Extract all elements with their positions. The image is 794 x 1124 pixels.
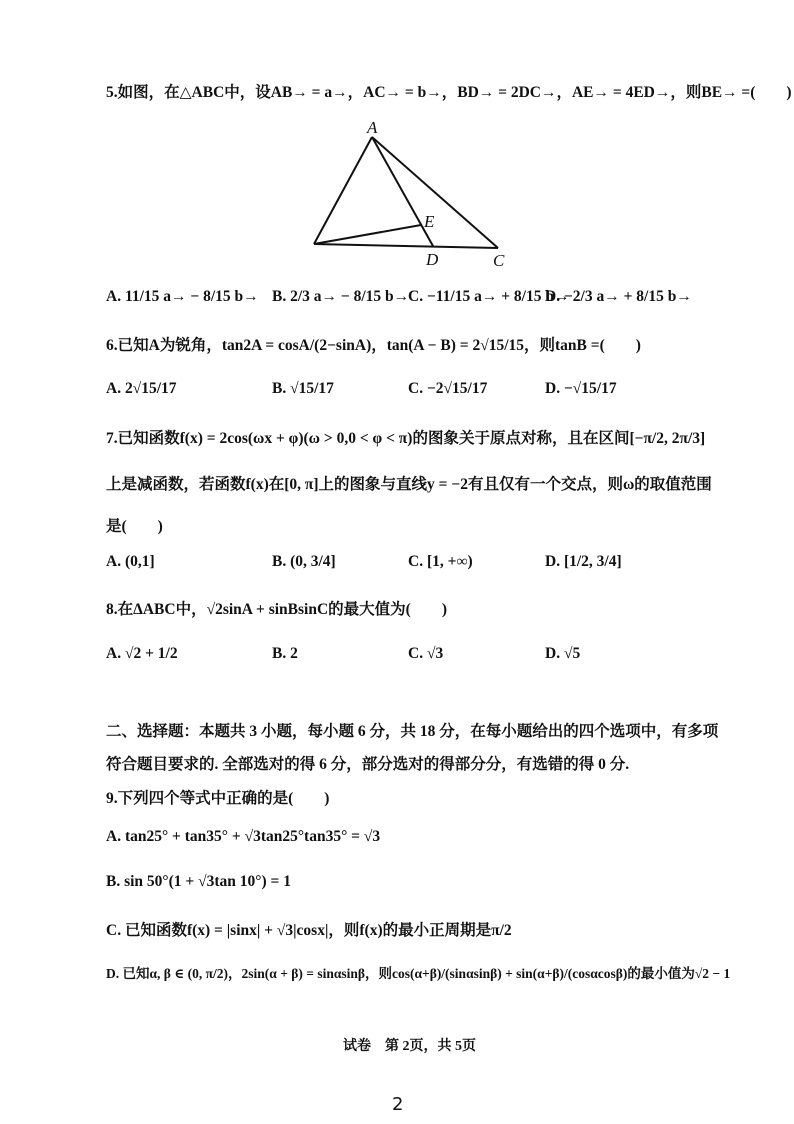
q7-line-3: 是( ) — [106, 518, 163, 535]
q9-option-a: A. tan25° + tan35° + √3tan25°tan35° = √3 — [106, 828, 381, 845]
q9-option-d: D. 已知α, β ∈ (0, π/2)，2sin(α + β) = sinαsinβ，则cos(α+β)/(sinαsinβ) + sin(α+β)/(cosαcosβ)的最小值为√2 − 1 — [106, 966, 731, 981]
q8-option-b: B. 2 — [272, 645, 298, 662]
label-c: C — [493, 251, 505, 270]
q7-option-a: A. (0,1] — [106, 553, 155, 570]
label-d: D — [426, 250, 439, 269]
q7-option-d: D. [1/2, 3/4] — [545, 553, 622, 570]
label-a: A — [367, 118, 378, 137]
triangle-figure — [300, 115, 530, 275]
q9-option-c: C. 已知函数f(x) = |sinx| + √3|cosx|，则f(x)的最小正周期是π/2 — [106, 922, 512, 939]
section-2-heading: 二、选择题：本题共 3 小题，每小题 6 分，共 18 分，在每小题给出的四个选项中，有多项 — [106, 723, 719, 740]
section-2-instructions: 符合题目要求的. 全部选对的得 6 分，部分选对的得部分分，有选错的得 0 分. — [106, 756, 630, 773]
q6-option-d: D. −√15/17 — [545, 380, 617, 397]
q5-option-d: D. −2/3 a→ + 8/15 b→ — [545, 288, 692, 305]
side-ab — [314, 137, 372, 244]
q8-option-c: C. √3 — [408, 645, 444, 662]
page-footer: 试卷 第 2页，共 5页 — [343, 1039, 476, 1054]
q8-option-d: D. √5 — [545, 645, 581, 662]
label-e: E — [424, 212, 435, 231]
q7-line-1: 7.已知函数f(x) = 2cos(ωx + φ)(ω > 0,0 < φ < π)的图象关于原点对称，且在区间[−π/2, 2π/3] — [106, 430, 706, 447]
q8-stem: 8.在ΔABC中，√2sinA + sinBsinC的最大值为( ) — [106, 601, 447, 618]
q7-option-b: B. (0, 3/4] — [272, 553, 336, 570]
q5-option-a: A. 11/15 a→ − 8/15 b→ — [106, 288, 259, 305]
q6-option-b: B. √15/17 — [272, 380, 334, 397]
segment-be — [314, 225, 421, 244]
q7-option-c: C. [1, +∞) — [408, 553, 473, 570]
q5-option-b: B. 2/3 a→ − 8/15 b→ — [272, 288, 410, 305]
page-number: 2 — [392, 1094, 404, 1115]
q9-stem: 9.下列四个等式中正确的是( ) — [106, 790, 330, 807]
q5-option-c: C. −11/15 a→ + 8/15 b→ — [408, 288, 570, 305]
q6-stem: 6.已知A为锐角，tan2A = cosA/(2−sinA)，tan(A − B) = 2√15/15，则tanB =( ) — [106, 337, 641, 354]
q8-option-a: A. √2 + 1/2 — [106, 645, 178, 662]
q7-line-2: 上是减函数，若函数f(x)在[0, π]上的图象与直线y = −2有且仅有一个交点，则ω的取值范围 — [106, 476, 712, 493]
q5-stem: 5.如图，在△ABC中，设AB→ = a→，AC→ = b→，BD→ = 2DC→，AE→ = 4ED→，则BE→ =( ) — [106, 84, 792, 101]
q6-option-c: C. −2√15/17 — [408, 380, 488, 397]
q6-option-a: A. 2√15/17 — [106, 380, 177, 397]
q9-option-b: B. sin 50°(1 + √3tan 10°) = 1 — [106, 873, 291, 890]
side-bc — [314, 244, 498, 248]
